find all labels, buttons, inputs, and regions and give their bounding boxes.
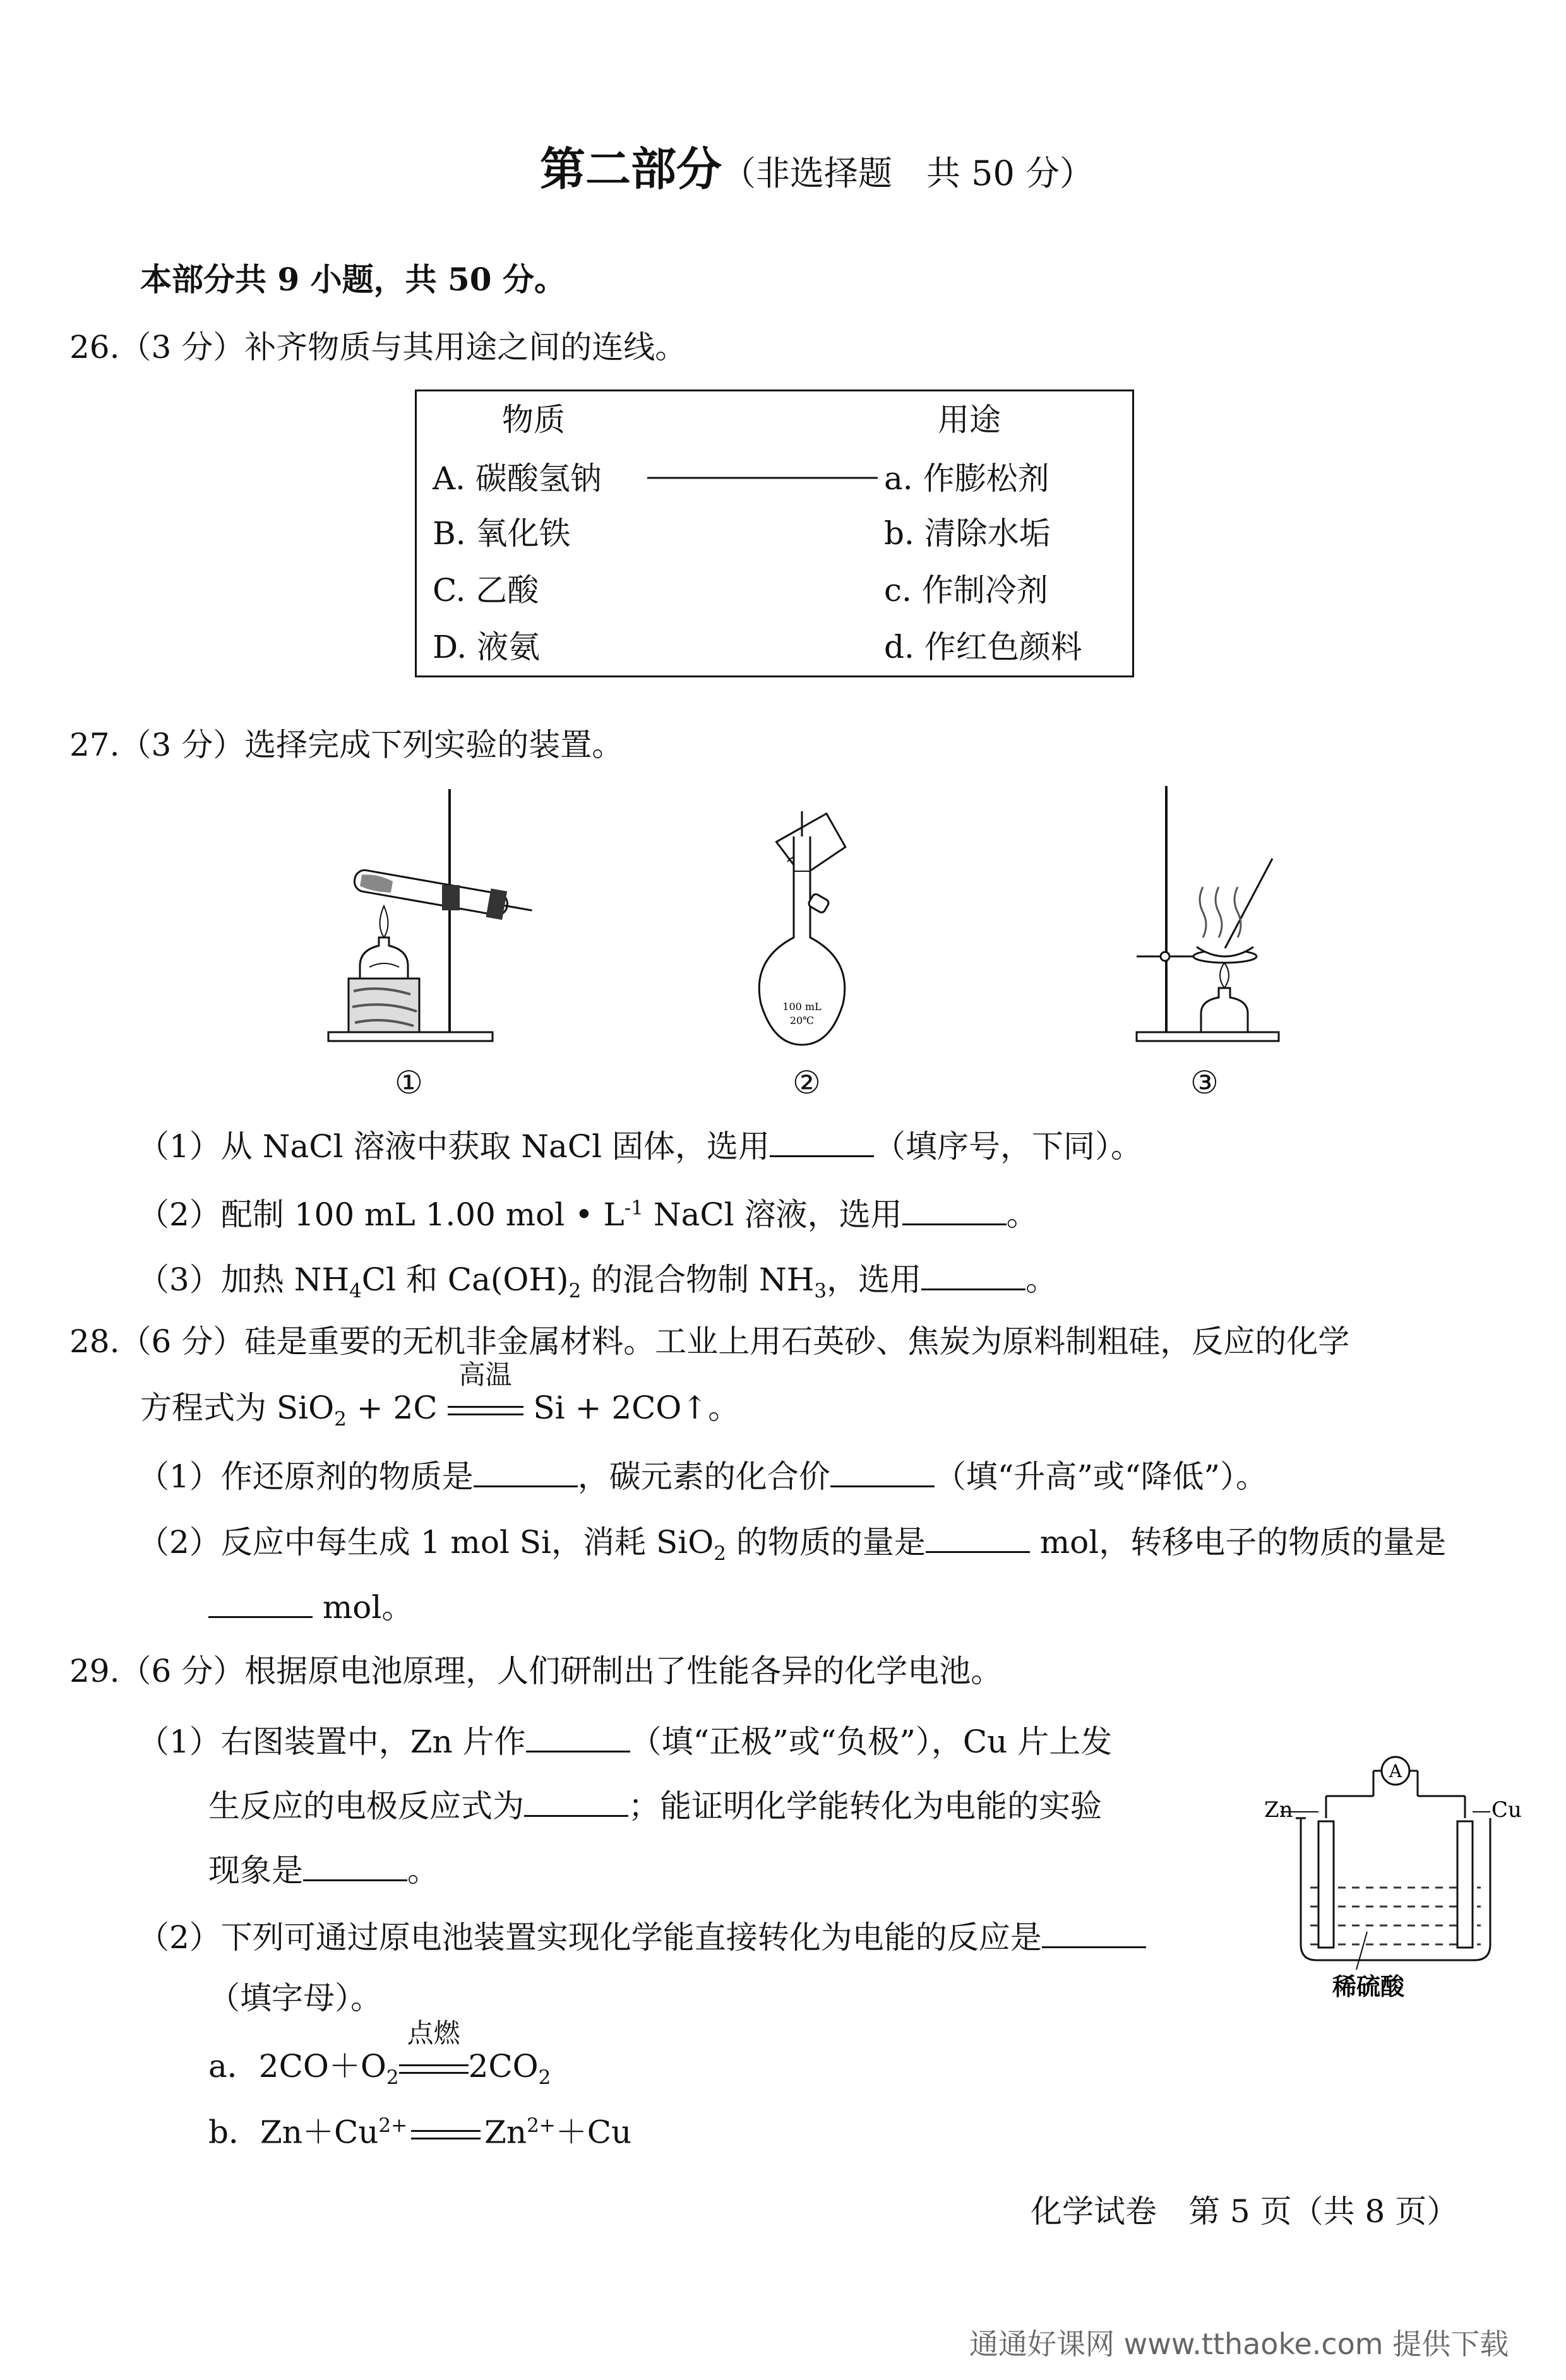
q29-opt-b-sup1: 2+ xyxy=(378,2114,408,2137)
q27-part2-blank[interactable] xyxy=(902,1195,1007,1225)
q28-part1-text-a: （1）作还原剂的物质是 xyxy=(138,1458,474,1495)
q27-part3-text-e: 。 xyxy=(1025,1261,1058,1298)
q29-part1-text-f: 。 xyxy=(407,1852,439,1889)
q27-part3-sub3: 3 xyxy=(814,1280,827,1302)
ammeter-label: A xyxy=(1389,1761,1402,1782)
q28-part1-blank2[interactable] xyxy=(830,1457,935,1487)
q29-opt-a-text2: 2CO xyxy=(468,2048,539,2085)
q28-eq-sub: 2 xyxy=(334,1408,347,1431)
flask-volume-text: 100 mL xyxy=(782,1001,822,1013)
section-subtitle: （非选择题 共 50 分） xyxy=(722,153,1094,193)
q29-opt-b-text3: ＋Cu xyxy=(555,2114,632,2151)
q26-left-item-a: A. 碳酸氢钠 xyxy=(433,460,602,497)
q29-part1-text-a: （1）右图装置中，Zn 片作 xyxy=(138,1723,526,1760)
apparatus-2-label: ② xyxy=(792,1064,821,1101)
q28-part1 xyxy=(138,1457,1268,1495)
q27-part1-text-b: （填序号，下同）。 xyxy=(874,1128,1143,1165)
q27-part2-text-b: NaCl 溶液，选用 xyxy=(643,1196,902,1233)
q28-part2-text-c: mol，转移电子的物质的量是 xyxy=(1029,1524,1447,1561)
q26-col-left: 物质 xyxy=(502,402,565,438)
q26-stem: 26.（3 分）补齐物质与其用途之间的连线。 xyxy=(69,329,687,366)
q28-equation xyxy=(140,1359,740,1431)
apparatus-2-volumetric-flask xyxy=(748,802,912,1054)
q27-part3-blank[interactable] xyxy=(921,1260,1025,1290)
cu-electrode-label: Cu xyxy=(1491,1797,1522,1823)
q29-part1-text-c: 生反应的电极反应式为 xyxy=(208,1788,524,1824)
q28-part2 xyxy=(138,1523,1446,1564)
q29-opt-b-double-line xyxy=(411,2130,481,2139)
q29-part1-blank1[interactable] xyxy=(526,1722,630,1752)
q28-eq-text-a: 方程式为 SiO xyxy=(140,1389,335,1426)
galvanic-cell-diagram xyxy=(1264,1742,1522,2008)
q29-part1-blank2[interactable] xyxy=(524,1787,628,1817)
q29-opt-a-sub1: 2 xyxy=(386,2066,399,2089)
q27-part3-text-d: ，选用 xyxy=(827,1261,922,1298)
q26-right-item-b: b. 清除水垢 xyxy=(884,515,1051,552)
q27-part3-text-b: Cl 和 Ca(OH) xyxy=(361,1261,569,1298)
q27-part2-sup: -1 xyxy=(624,1196,643,1220)
q29-part1-line1 xyxy=(138,1722,1112,1758)
q29-opt-a-double-line xyxy=(399,2064,469,2074)
q27-part2-text-c: 。 xyxy=(1006,1196,1038,1233)
q28-line1: 28.（6 分）硅是重要的无机非金属材料。工业上用石英砂、焦炭为原料制粗硅，反应的化学 xyxy=(69,1323,1350,1360)
q28-eq-condition: 高温 xyxy=(458,1359,512,1390)
q27-part2 xyxy=(138,1195,1038,1233)
apparatus-1-label: ① xyxy=(395,1064,423,1101)
q27-part1-text-a: （1）从 NaCl 溶液中获取 NaCl 固体，选用 xyxy=(138,1128,770,1165)
q29-opt-a-condition: 点燃 xyxy=(407,2018,460,2049)
q27-part3-sub1: 4 xyxy=(349,1280,362,1302)
q27-part3-sub2: 2 xyxy=(568,1280,582,1302)
section-title-main: 第二部分 xyxy=(540,142,722,196)
q26-left-item-d: D. 液氨 xyxy=(433,629,541,665)
q29-opt-b-equal-sign xyxy=(411,2117,481,2148)
q27-part2-text-a: （2）配制 100 mL 1.00 mol • L xyxy=(138,1196,625,1233)
q28-part1-text-b: ，碳元素的化合价 xyxy=(577,1458,830,1495)
q26-right-item-d: d. 作红色颜料 xyxy=(884,629,1082,665)
q28-eq-condition-sign xyxy=(448,1359,523,1424)
q29-opt-b-sup2: 2+ xyxy=(527,2114,556,2137)
q29-part1-line2 xyxy=(208,1787,1102,1822)
q27-part1 xyxy=(138,1127,1143,1165)
apparatus-1-test-tube-heating xyxy=(316,776,556,1054)
q28-part2-blank1[interactable] xyxy=(926,1523,1030,1553)
q29-part2-line1 xyxy=(138,1918,1146,1956)
q27-part3 xyxy=(138,1260,1057,1301)
flask-temp-text: 20℃ xyxy=(789,1014,815,1026)
q29-part1-text-b: （填“正极”或“负极”），Cu 片上发 xyxy=(630,1723,1113,1760)
q29-opt-a-text1: a．2CO＋O xyxy=(208,2048,386,2085)
q26-right-item-c: c. 作制冷剂 xyxy=(884,572,1048,609)
q28-part1-blank1[interactable] xyxy=(474,1457,578,1487)
q28-eq-text-c: Si + 2CO↑。 xyxy=(523,1389,740,1426)
q29-stem: 29.（6 分）根据原电池原理，人们研制出了性能各异的化学电池。 xyxy=(69,1653,1003,1689)
q27-part3-text-a: （3）加热 NH xyxy=(138,1261,350,1298)
q29-opt-a-condition-sign xyxy=(399,2018,469,2082)
q27-part3-text-c: 的混合物制 NH xyxy=(581,1261,815,1298)
q29-part1-line3 xyxy=(208,1851,439,1889)
q29-part2-blank[interactable] xyxy=(1042,1918,1146,1948)
q27-part1-blank[interactable] xyxy=(770,1127,874,1157)
zn-electrode-label: Zn xyxy=(1264,1797,1293,1823)
q29-part1-text-d: ；能证明化学能转化为电能的实验 xyxy=(628,1788,1102,1824)
apparatus-3-label: ③ xyxy=(1190,1064,1219,1101)
q26-left-item-c: C. 乙酸 xyxy=(433,572,539,609)
watermark-text: 通通好课网 www.tthaoke.com 提供下载 xyxy=(969,2327,1509,2361)
q28-part2-cont xyxy=(208,1588,414,1626)
q29-opt-b-text2: Zn xyxy=(484,2114,527,2151)
q29-option-b xyxy=(208,2114,632,2151)
q28-eq-double-line xyxy=(448,1406,523,1415)
q26-col-right: 用途 xyxy=(938,402,1001,438)
q29-opt-b-text1: b．Zn＋Cu xyxy=(208,2114,379,2151)
q29-option-a xyxy=(208,2018,551,2089)
q28-part2-blank2[interactable] xyxy=(208,1588,313,1618)
page-footer: 化学试卷 第 5 页（共 8 页） xyxy=(1031,2193,1459,2230)
q26-left-item-b: B. 氧化铁 xyxy=(433,515,571,552)
q27-stem: 27.（3 分）选择完成下列实验的装置。 xyxy=(69,727,624,763)
dilute-sulfuric-acid-label: 稀硫酸 xyxy=(1332,1972,1405,2001)
q28-eq-text-b: + 2C xyxy=(346,1389,448,1426)
q26-right-item-a: a. 作膨松剂 xyxy=(884,460,1049,497)
q29-part1-text-e: 现象是 xyxy=(208,1852,303,1889)
q29-opt-a-sub2: 2 xyxy=(538,2066,551,2089)
q28-part2-text-b: 的物质的量是 xyxy=(726,1524,926,1561)
q28-part2-sub: 2 xyxy=(714,1542,726,1565)
q29-part2-text: （2）下列可通过原电池装置实现化学能直接转化为电能的反应是 xyxy=(138,1919,1042,1956)
apparatus-3-evaporation xyxy=(1130,776,1294,1054)
q29-part1-blank3[interactable] xyxy=(303,1851,407,1881)
section-intro: 本部分共 9 小题，共 50 分。 xyxy=(140,261,566,298)
q28-part1-text-c: （填“升高”或“降低”）。 xyxy=(934,1458,1268,1495)
q29-part2-line2: （填字母）。 xyxy=(208,1980,382,2016)
q28-part2-text-a: （2）反应中每生成 1 mol Si，消耗 SiO xyxy=(138,1524,714,1561)
q28-part2-text-d: mol。 xyxy=(313,1589,414,1626)
